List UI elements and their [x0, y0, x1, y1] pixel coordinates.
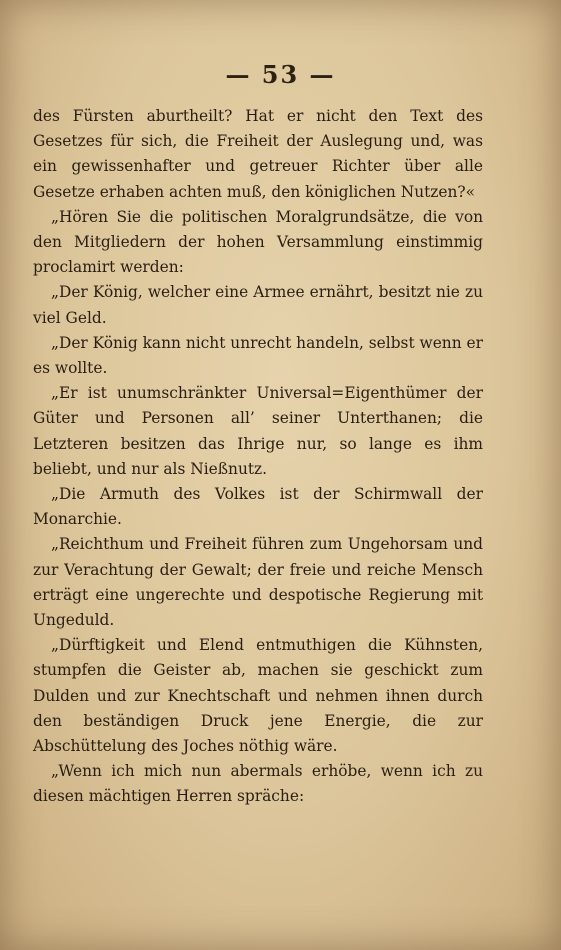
paragraph-5: „Er ist unumschränkter Universal=Eigenthümer der Güter und Personen all’ seiner Unterthanen; die Letzteren besitzen das Ihrige nur, so lange es ihm beliebt, und nur als Nießnutz.	[33, 384, 483, 478]
paragraph-8: „Dürftigkeit und Elend entmuthigen die Kühnsten, stumpfen die Geister ab, machen sie geschickt zum Dulden und zur Knechtschaft und nehmen ihnen durch den beständigen Druck jene Energie, die zur Abschüttelung des Joches nöthig wäre.	[33, 636, 483, 756]
paragraph-2: „Hören Sie die politischen Moralgrundsätze, die von den Mitgliedern der hohen Versammlung einstimmig proclamirt werden:	[33, 207, 483, 277]
body-text	[33, 104, 483, 810]
paragraph-4: „Der König kann nicht unrecht handeln, selbst wenn er es wollte.	[33, 333, 483, 378]
paragraph-1: des Fürsten aburtheilt? Hat er nicht den Text des Gesetzes für sich, die Freiheit der Auslegung und, was ein gewissenhafter und getreuer Richter über alle Gesetze erhaben achten muß, den königlichen Nutzen?«	[33, 107, 483, 201]
page-number: — 53 —	[225, 60, 336, 89]
paragraph-9: „Wenn ich mich nun abermals erhöbe, wenn ich zu diesen mächtigen Herren spräche:	[33, 762, 483, 806]
paragraph-7: „Reichthum und Freiheit führen zum Ungehorsam und zur Verachtung der Gewalt; der freie und reiche Mensch erträgt eine ungerechte und despotische Regierung mit Ungeduld.	[33, 535, 483, 630]
paragraph-6: „Die Armuth des Volkes ist der Schirmwall der Monarchie.	[33, 485, 483, 529]
paragraph-3: „Der König, welcher eine Armee ernährt, besitzt nie zu viel Geld.	[33, 283, 483, 327]
